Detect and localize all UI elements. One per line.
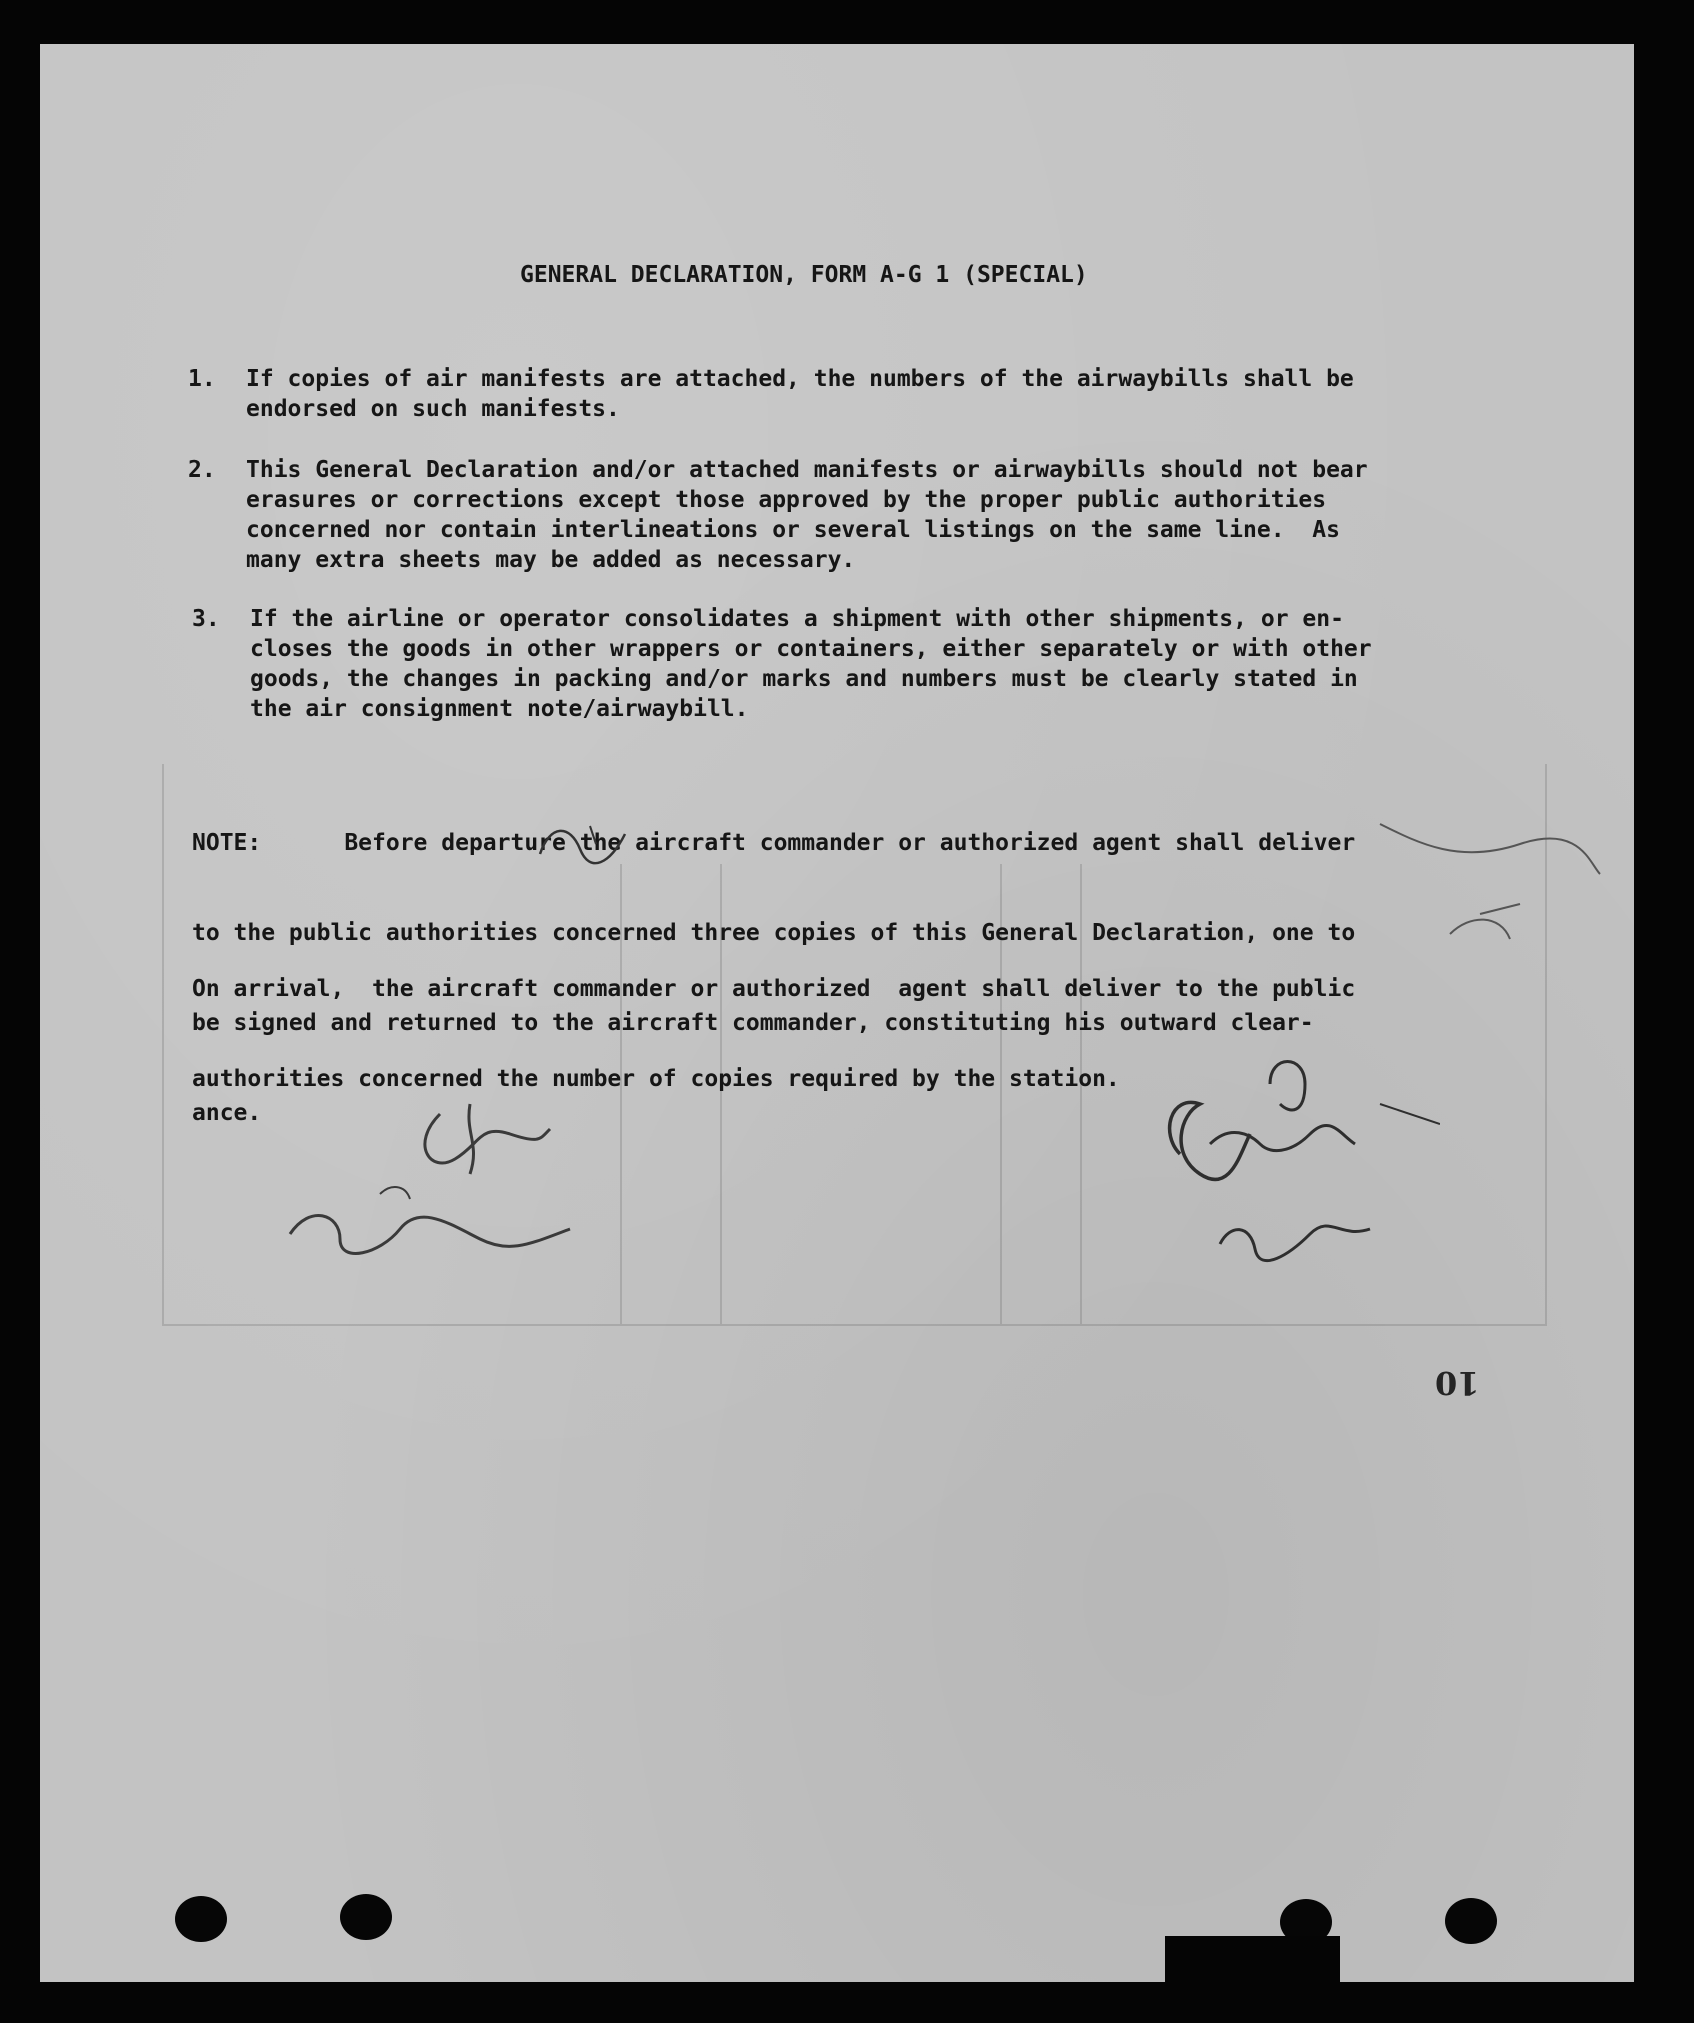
item-line: the air consignment note/airwaybill.: [250, 696, 749, 722]
item-text: [246, 455, 1368, 575]
item-number: 3.: [192, 606, 220, 632]
item-line: If the airline or operator consolidates a shipment with other shipments, or en-: [250, 606, 1344, 632]
punch-hole: [340, 1894, 392, 1940]
note-line: ance.: [192, 1100, 262, 1126]
item-line: goods, the changes in packing and/or marks and numbers must be clearly stated in: [250, 666, 1358, 692]
signature-right: [1140, 1044, 1440, 1284]
item-text: [250, 604, 1372, 724]
note-line: to the public authorities concerned three copies of this General Declaration, one to: [192, 920, 1356, 946]
bleed-through-line: [162, 764, 164, 1324]
handwritten-mark: [1360, 804, 1620, 954]
list-item: [188, 364, 1548, 424]
list-item: [188, 455, 1548, 575]
item-number: 1.: [188, 366, 216, 392]
note-line: NOTE: Before departure the aircraft commander or authorized agent shall deliver: [192, 830, 1356, 856]
signature-left: [280, 1064, 620, 1284]
scanner-tab-shadow: [1165, 1936, 1340, 1996]
note-line: be signed and returned to the aircraft commander, constituting his outward clear-: [192, 1010, 1314, 1036]
item-line: endorsed on such manifests.: [246, 396, 620, 422]
handwritten-mark: [530, 804, 660, 874]
arrival-line: authorities concerned the number of copies required by the station.: [192, 1066, 1120, 1092]
punch-hole: [1445, 1898, 1497, 1944]
item-text: [246, 364, 1354, 424]
item-line: many extra sheets may be added as necessary.: [246, 547, 856, 573]
arrival-line: On arrival, the aircraft commander or authorized agent shall deliver to the public: [192, 976, 1356, 1002]
item-line: concerned nor contain interlineations or several listings on the same line. As: [246, 517, 1340, 543]
item-line: erasures or corrections except those approved by the proper public authorities: [246, 487, 1327, 513]
page-number: 10: [1435, 1364, 1480, 1402]
document-title: GENERAL DECLARATION, FORM A-G 1 (SPECIAL): [520, 262, 1088, 288]
bleed-through-line: [162, 1324, 1547, 1326]
item-line: closes the goods in other wrappers or containers, either separately or with other: [250, 636, 1372, 662]
document-page: [40, 44, 1634, 1982]
item-number: 2.: [188, 457, 216, 483]
punch-hole: [175, 1896, 227, 1942]
item-line: If copies of air manifests are attached, the numbers of the airwaybills shall be: [246, 366, 1354, 392]
item-line: This General Declaration and/or attached manifests or airwaybills should not bear: [246, 457, 1368, 483]
list-item: [192, 604, 1552, 724]
